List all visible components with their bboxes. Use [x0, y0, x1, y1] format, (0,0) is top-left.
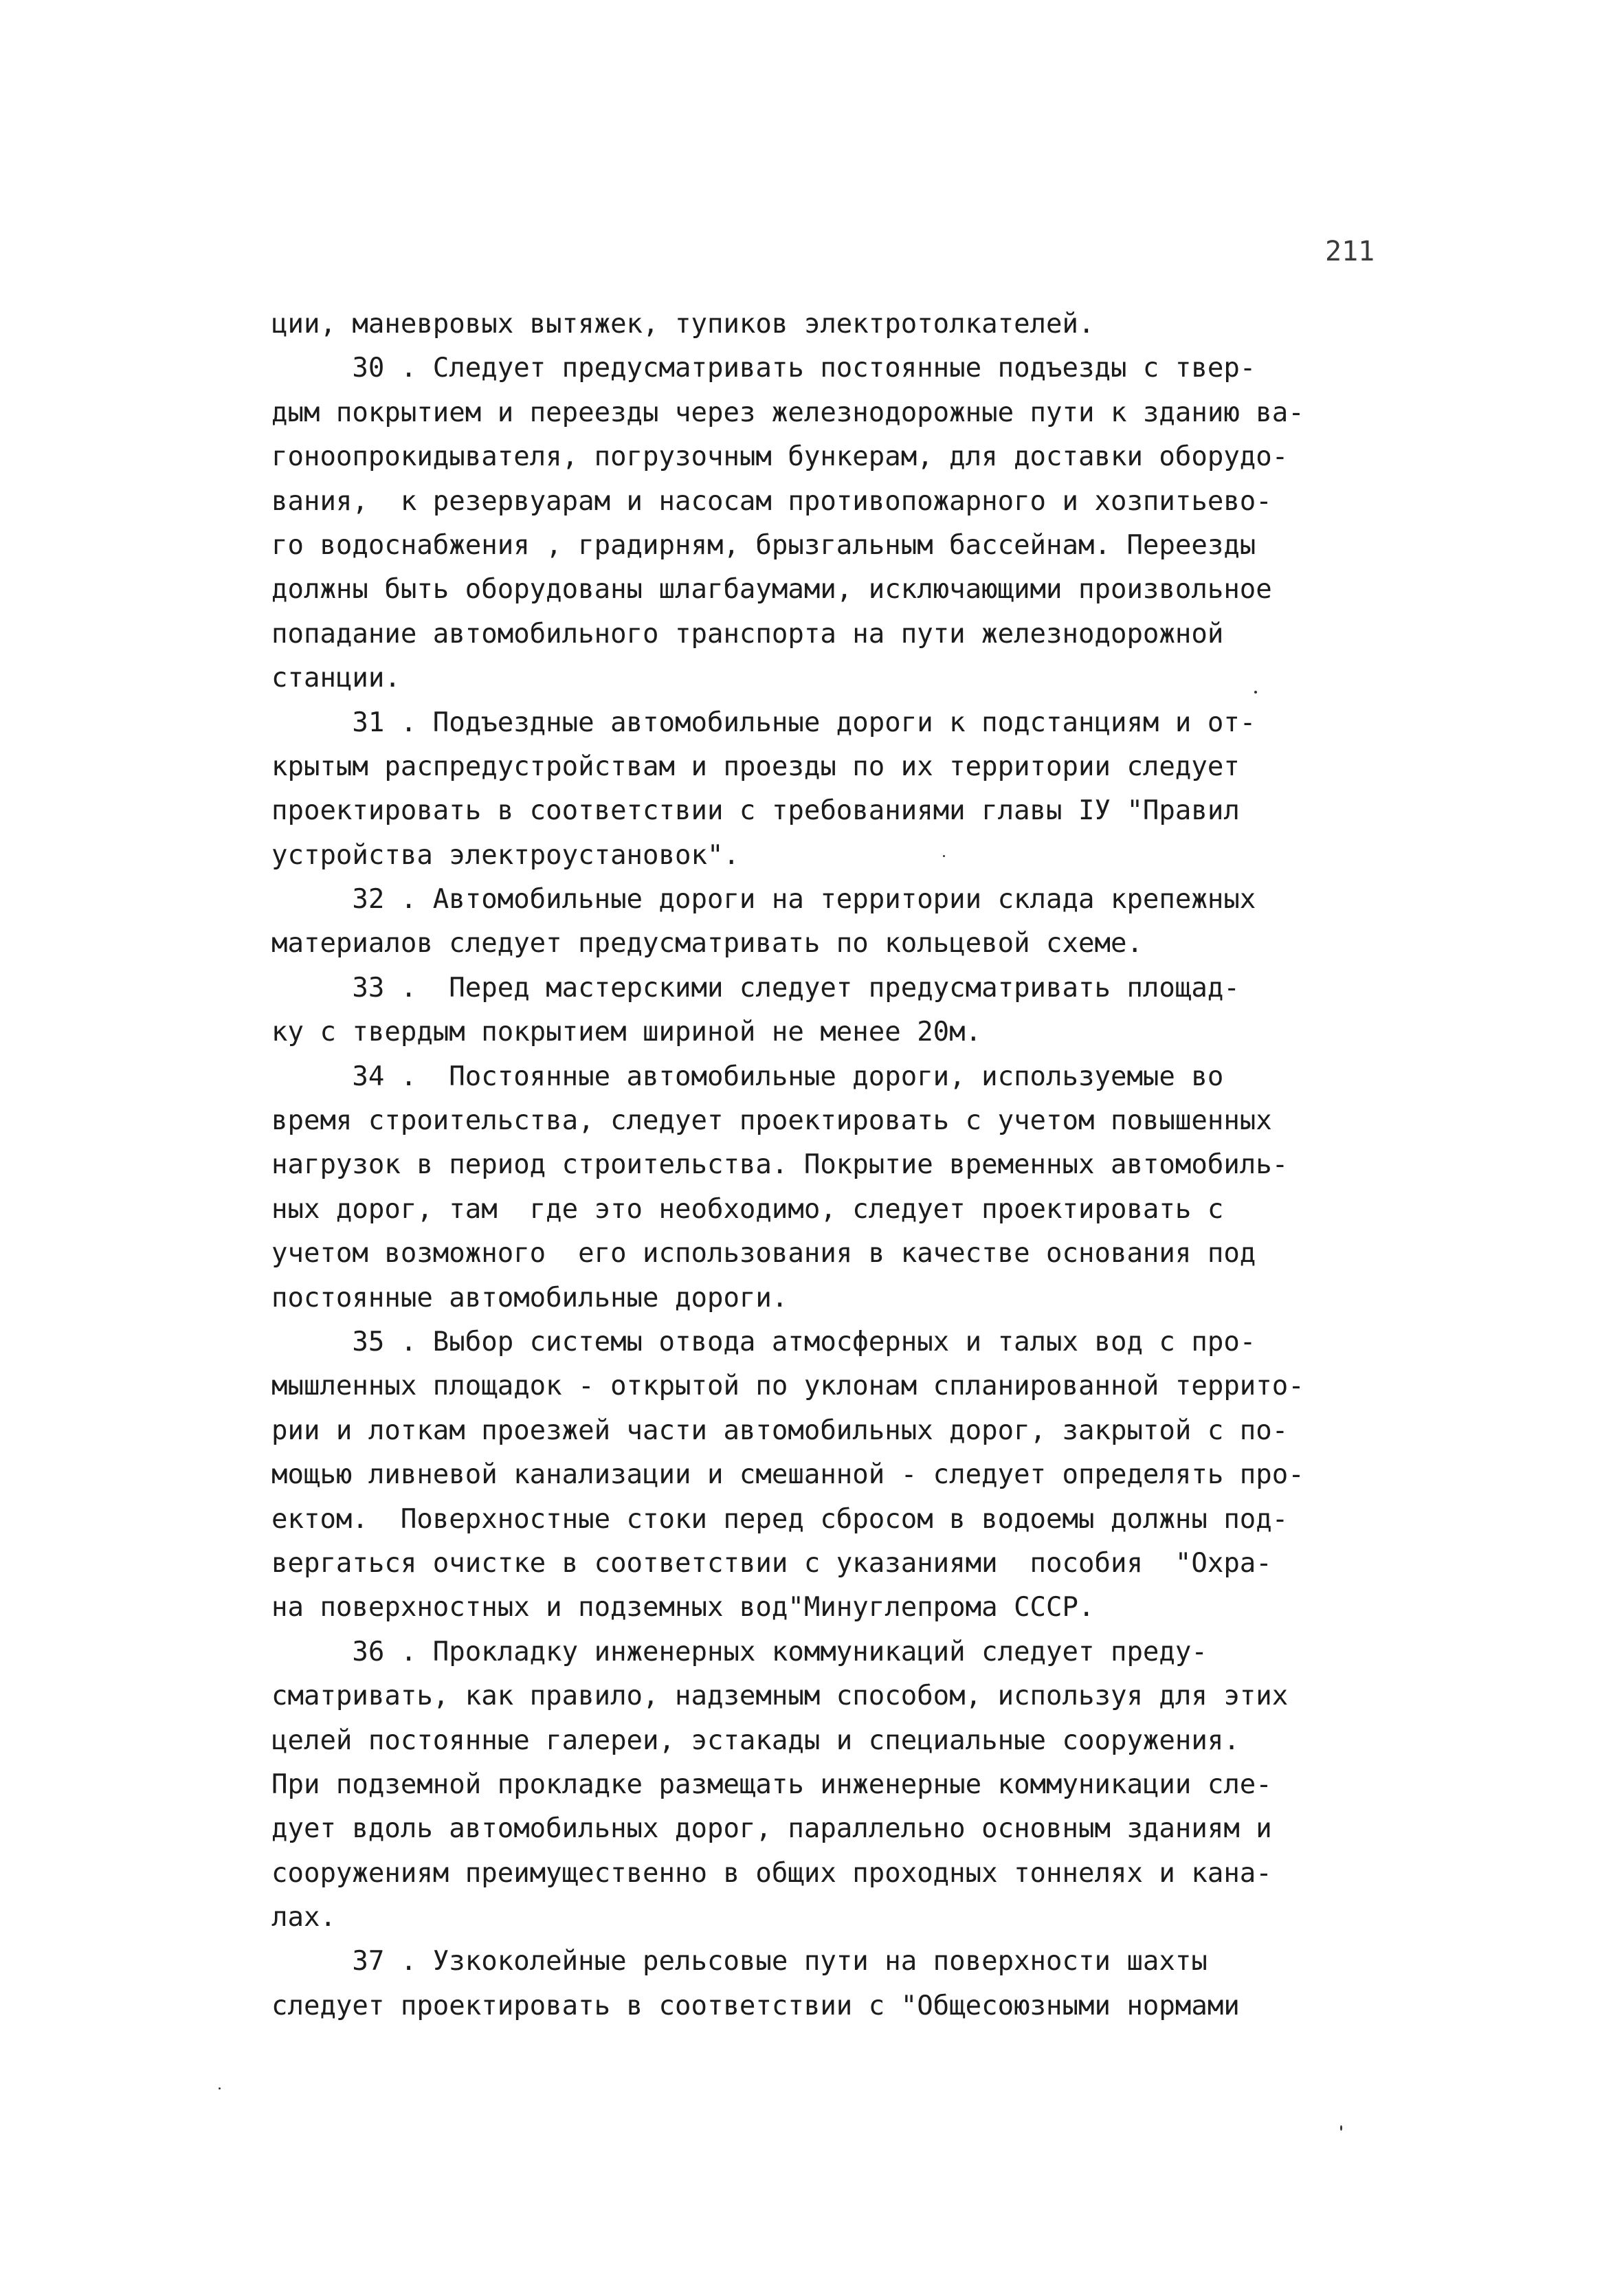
text-line: станции. [271, 663, 401, 694]
text-line: проектировать в соответствии с требованиями главы IУ "Правил [271, 795, 1240, 827]
text-line: 36 . Прокладку инженерных коммуникаций следует преду- [271, 1636, 1208, 1667]
text-line: постоянные автомобильные дороги. [271, 1282, 788, 1313]
text-line: устройства электроустановок". [271, 839, 739, 871]
text-line: крытым распредустройствам и проезды по их территории следует [271, 751, 1240, 782]
text-line: ектом. Поверхностные стоки перед сбросом в водоемы должны под- [271, 1503, 1289, 1535]
text-line: 34 . Постоянные автомобильные дороги, используемые во [271, 1061, 1224, 1092]
scan-speck [219, 2087, 221, 2089]
text-line: сооружениям преимущественно в общих проходных тоннелях и кана- [271, 1857, 1272, 1889]
text-line: на поверхностных и подземных вод"Минуглепрома СССР. [271, 1592, 1095, 1623]
text-line: 33 . Перед мастерскими следует предусматривать площад- [271, 972, 1240, 1004]
text-line: материалов следует предусматривать по кольцевой схеме. [271, 928, 1143, 960]
text-line: попадание автомобильного транспорта на пути железнодорожной [271, 618, 1224, 650]
scan-speck [943, 855, 945, 857]
scan-speck [1340, 2125, 1342, 2131]
text-line: ции, маневровых вытяжек, тупиков электротолкателей. [271, 309, 1095, 340]
text-line: должны быть оборудованы шлагбаумами, исключающими произвольное [271, 574, 1272, 606]
text-line: нагрузок в период строительства. Покрытие временных автомобиль- [271, 1149, 1289, 1181]
text-line: 32 . Автомобильные дороги на территории склада крепежных [271, 884, 1256, 916]
text-line: го водоснабжения , градирням, брызгальным бассейнам. Переезды [271, 529, 1256, 561]
text-line: лах. [271, 1902, 336, 1933]
text-line: гоноопрокидывателя, погрузочным бункерам, для доставки оборудо- [271, 441, 1289, 473]
text-line: следует проектировать в соответствии с "Общесоюзными нормами [271, 1990, 1240, 2021]
text-line: дым покрытием и переезды через железнодорожные пути к зданию ва- [271, 397, 1304, 428]
text-line: 30 . Следует предусматривать постоянные подъезды с твер- [271, 353, 1256, 384]
text-line: мощью ливневой канализации и смешанной - следует определять про- [271, 1459, 1304, 1491]
text-line: дует вдоль автомобильных дорог, параллельно основным зданиям и [271, 1813, 1272, 1845]
text-line: ных дорог, там где это необходимо, следует проектировать с [271, 1193, 1224, 1225]
page-number: 211 [1325, 236, 1375, 267]
text-line: рии и лоткам проезжей части автомобильных дорог, закрытой с по- [271, 1415, 1289, 1446]
text-line: мышленных площадок - открытой по уклонам спланированной террито- [271, 1371, 1304, 1402]
text-line: 31 . Подъездные автомобильные дороги к подстанциям и от- [271, 707, 1256, 738]
text-line: 37 . Узкоколейные рельсовые пути на поверхности шахты [271, 1946, 1208, 1977]
text-line: 35 . Выбор системы отвода атмосферных и талых вод с про- [271, 1326, 1256, 1357]
scan-speck [1254, 691, 1257, 694]
text-line: вергаться очистке в соответствии с указаниями пособия "Охра- [271, 1547, 1272, 1579]
text-line: целей постоянные галереи, эстакады и специальные сооружения. [271, 1725, 1240, 1756]
text-line: время строительства, следует проектировать с учетом повышенных [271, 1105, 1272, 1137]
text-line: При подземной прокладке размещать инженерные коммуникации сле- [271, 1768, 1272, 1800]
text-line: ку с твердым покрытием шириной не менее 20м. [271, 1017, 982, 1048]
text-line: учетом возможного его использования в качестве основания под [271, 1238, 1256, 1269]
text-line: вания, к резервуарам и насосам противопожарного и хозпитьево- [271, 485, 1272, 517]
body-text [271, 302, 1412, 2028]
text-line: сматривать, как правило, надземным способом, используя для этих [271, 1681, 1289, 1712]
